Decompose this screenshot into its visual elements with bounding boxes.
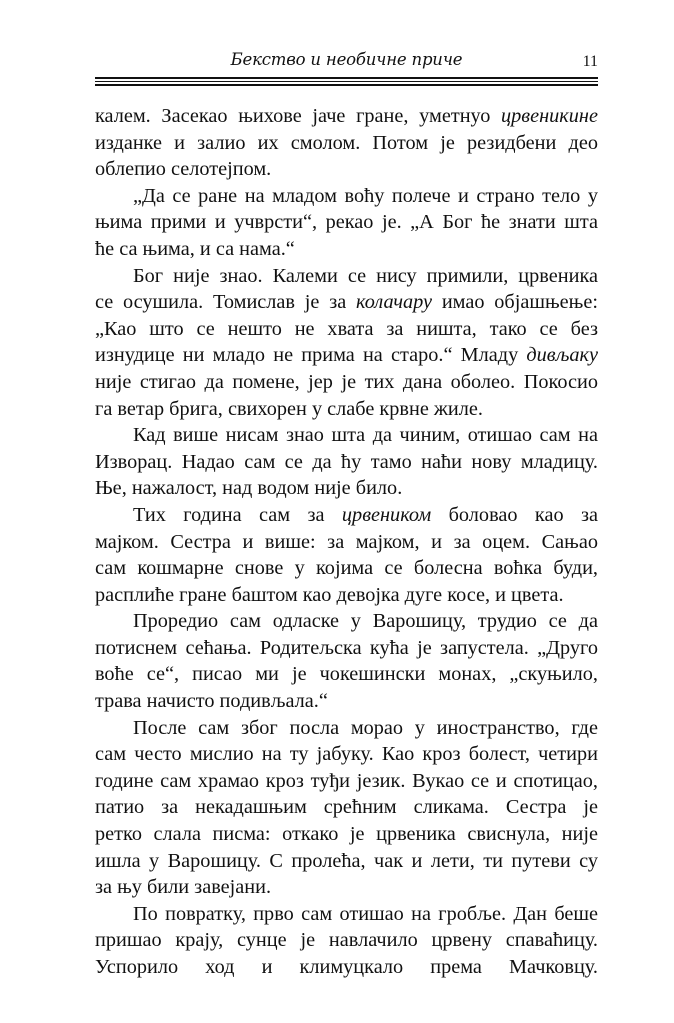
text-run: Успорило ход и климуцкало према Мачковцу. [95, 956, 598, 978]
header-rule-thick [95, 84, 598, 87]
italic-word: црвеником [341, 503, 432, 526]
text-line [95, 130, 598, 157]
text-run: пришао крају, сунце је навлачило црвену спаваћицу. [95, 929, 598, 952]
text-run: Тих година сам за [133, 503, 342, 526]
text-run: за њу били завејани. [95, 876, 272, 899]
text-line [95, 661, 598, 688]
italic-word: црвеникине [501, 105, 598, 127]
text-run: године сам храмао кроз туђи језик. Вукао се и спотицао, [95, 769, 598, 792]
running-header [95, 50, 598, 74]
text-line [95, 156, 598, 183]
text-line [95, 342, 598, 369]
text-run: Ње, нажалост, над водом није било. [95, 477, 403, 500]
text-line [95, 608, 598, 635]
text-line [95, 635, 598, 662]
running-head-title: Бекство и необичне приче [230, 50, 463, 69]
text-run: Бог није знао. Калеми се нису примили, црвеника [133, 264, 598, 287]
text-run: изданке и залио их смолом. Потом је резидбени део [95, 131, 598, 154]
italic-word: дивљаку [526, 344, 598, 367]
text-line [95, 529, 598, 556]
text-run: изнудице ни младо не прима на старо.“ Младу [95, 344, 527, 367]
text-run: га ветар брига, свихорен у слабе крвне жиле. [95, 397, 483, 420]
text-run: облепио селотејпом. [95, 158, 272, 181]
text-line [95, 475, 598, 502]
text-line [95, 821, 598, 848]
text-line [95, 103, 598, 130]
text-run: калем. Засекао њихове јаче гране, уметнуо [95, 105, 502, 127]
text-line [95, 794, 598, 821]
text-line [95, 209, 598, 236]
text-line [95, 236, 598, 263]
text-run: ишла у Варошицу. С пролећа, чак и лети, ти путеви су [95, 849, 598, 872]
text-line [95, 502, 598, 529]
text-line [95, 741, 598, 768]
text-line [95, 954, 598, 981]
text-run: се осушила. Томислав је за [95, 291, 357, 314]
text-run: патио за некадашњим срећним сликама. Сестра је [95, 796, 598, 819]
italic-word: колачару [356, 291, 433, 314]
text-line [95, 901, 598, 928]
text-run: мајком. Сестра и више: за мајком, и за оцем. Сањао [95, 530, 598, 553]
text-run: После сам због посла морао у иностранство, где [133, 716, 598, 739]
text-line [95, 555, 598, 582]
text-line [95, 422, 598, 449]
text-run: сам често мислио на ту јабуку. Као кроз болест, четири [95, 743, 598, 766]
text-line [95, 582, 598, 609]
text-run: „Као што се нешто не хвата за ништа, тако се без [95, 317, 598, 340]
page-number: 11 [582, 53, 598, 70]
text-run: ретко слала писма: откако је црвеника свиснула, није [95, 823, 598, 846]
text-run: њима прими и учврсти“, рекао је. „А Бог ће знати шта [95, 211, 598, 234]
text-line [95, 263, 598, 290]
text-run: Изворац. Надао сам се да ћу тамо наћи нову младицу. [95, 450, 598, 473]
text-line [95, 688, 598, 715]
text-run: ће са њима, и са нама.“ [95, 237, 295, 260]
text-run: боловао као за [431, 503, 598, 526]
text-run: није стигао да помене, јер је тих дана оболео. Покосио [95, 370, 598, 393]
text-run: Проредио сам одласке у Варошицу, трудио се да [133, 610, 598, 633]
text-run: Кад више нисам знао шта да чиним, отишао сам на [133, 424, 598, 447]
text-line [95, 874, 598, 901]
text-line [95, 289, 598, 316]
text-run: трава начисто подивљала.“ [95, 690, 328, 713]
text-run: имао објашњење: [432, 291, 598, 314]
text-line [95, 449, 598, 476]
text-line [95, 848, 598, 875]
text-line [95, 715, 598, 742]
text-line [95, 183, 598, 210]
text-run: воће се“, писао ми је чокешински монах, „скуњило, [95, 663, 598, 686]
text-line [95, 369, 598, 396]
text-run: „Да се ране на младом воћу полече и страно тело у [133, 184, 598, 207]
text-line [95, 927, 598, 954]
text-line [95, 396, 598, 423]
text-run: потиснем сећања. Родитељска кућа је запустела. „Друго [95, 636, 598, 659]
text-run: сам кошмарне снове у којима се болесна воћка буди, [95, 557, 598, 580]
text-run: По повратку, прво сам отишао на гробље. Дан беше [133, 902, 598, 925]
body-text [95, 103, 598, 981]
text-run: расплиће гране баштом као девојка дуге косе, и цвета. [95, 583, 564, 606]
header-rule-thin-2 [95, 81, 598, 83]
text-line [95, 316, 598, 343]
text-line [95, 768, 598, 795]
header-rule-thin-1 [95, 77, 598, 79]
